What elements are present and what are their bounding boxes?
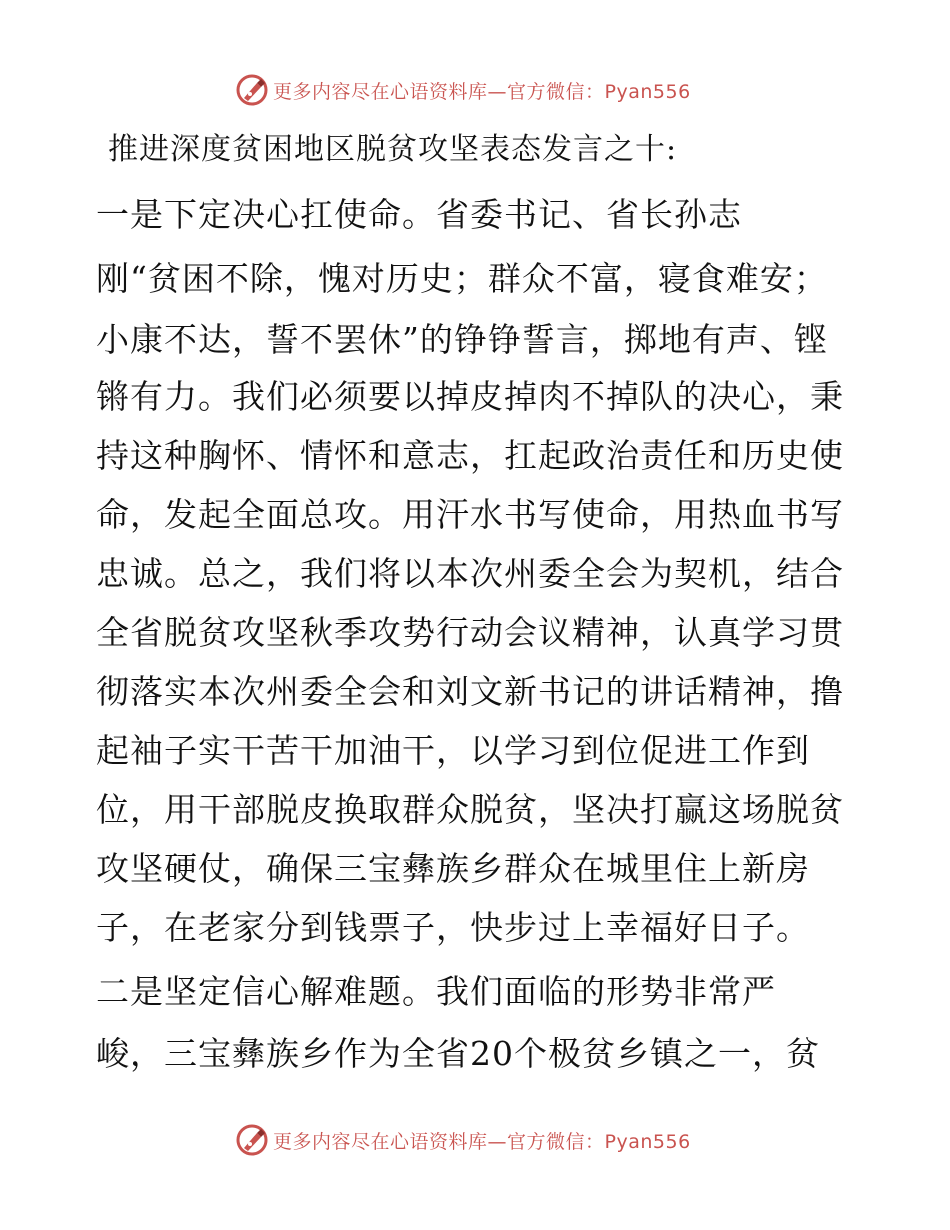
watermark-text: 更多内容尽在心语资料库—官方微信：Pyan556 [273,80,691,103]
pen-nib-logo-icon [235,1123,269,1157]
body-text-line: 全省脱贫攻坚秋季攻势行动会议精神，认真学习贯 [96,613,844,652]
body-text-line: 锵有力。我们必须要以掉皮掉肉不掉队的决心，秉 [96,377,844,416]
document-title: 推进深度贫困地区脱贫攻坚表态发言之十: [108,132,678,167]
body-text-line: 持这种胸怀、情怀和意志，扛起政治责任和历史使 [96,436,844,475]
body-text-line: 命，发起全面总攻。用汗水书写使命，用热血书写 [96,495,844,534]
pen-nib-logo-icon [235,73,269,107]
body-text-line: 位，用干部脱皮换取群众脱贫，坚决打赢这场脱贫 [96,790,844,829]
body-text-line: 峻，三宝彝族乡作为全省20个极贫乡镇之一，贫 [96,1034,820,1073]
body-text-line: 起袖子实干苦干加油干，以学习到位促进工作到 [96,731,810,770]
body-text-line: 彻落实本次州委全会和刘文新书记的讲话精神，撸 [96,672,844,711]
header-watermark [235,73,691,107]
body-text-line: 小康不达，誓不罢休”的铮铮誓言，掷地有声、铿 [96,320,828,359]
body-text-line: 忠诚。总之，我们将以本次州委全会为契机，结合 [96,554,844,593]
body-text-line: 二是坚定信心解难题。我们面临的形势非常严 [96,972,776,1011]
footer-watermark [235,1123,691,1157]
body-text-line: 一是下定决心扛使命。省委书记、省长孙志 [96,195,742,234]
body-text-line: 攻坚硬仗，确保三宝彝族乡群众在城里住上新房 [96,849,810,888]
body-text-line: 刚“贫困不除，愧对历史；群众不富，寝食难安； [96,259,828,298]
body-text-line: 子，在老家分到钱票子，快步过上幸福好日子。 [96,908,810,947]
watermark-text: 更多内容尽在心语资料库—官方微信：Pyan556 [273,1130,691,1153]
